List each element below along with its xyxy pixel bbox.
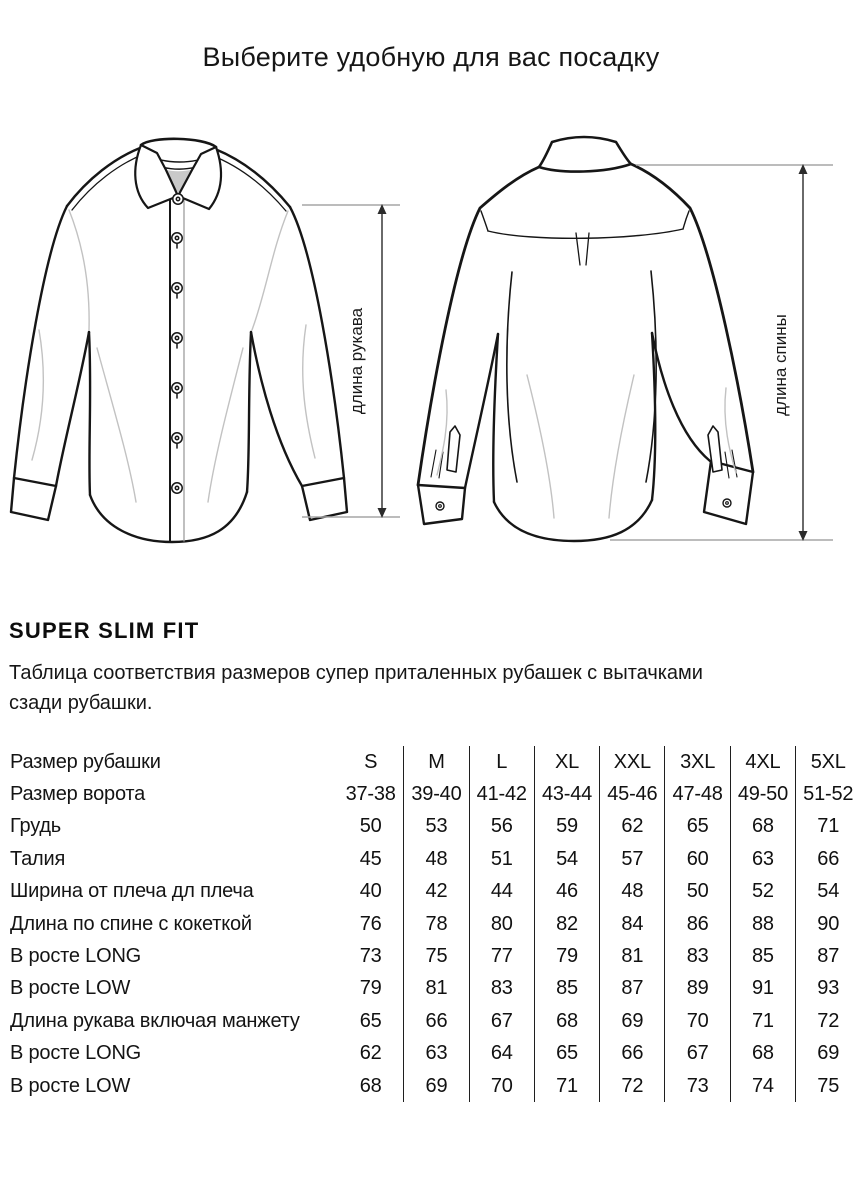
size-cell: 54 xyxy=(795,876,860,908)
size-cell: 91 xyxy=(730,973,795,1005)
size-cell: 71 xyxy=(534,1070,599,1102)
table-row xyxy=(10,1005,860,1037)
size-cell: 68 xyxy=(534,1005,599,1037)
size-cell: 39-40 xyxy=(403,778,468,810)
shirt-back-illustration xyxy=(418,137,753,541)
size-cell: 62 xyxy=(599,811,664,843)
size-cell: 43-44 xyxy=(534,778,599,810)
size-cell: 65 xyxy=(359,1009,382,1032)
size-cell: 70 xyxy=(469,1070,534,1102)
size-cell: 46 xyxy=(534,876,599,908)
row-label: В росте LOW xyxy=(10,977,131,1000)
size-cell: 68 xyxy=(359,1074,382,1097)
size-cell: 83 xyxy=(469,973,534,1005)
table-row xyxy=(10,876,860,908)
size-cell: 69 xyxy=(795,1038,860,1070)
table-row xyxy=(10,778,860,810)
size-cell: 48 xyxy=(403,843,468,875)
size-cell: 68 xyxy=(730,811,795,843)
size-cell: 44 xyxy=(469,876,534,908)
size-cell: 53 xyxy=(403,811,468,843)
table-row xyxy=(10,746,860,778)
size-cell: 40 xyxy=(359,880,382,903)
size-cell: 81 xyxy=(599,940,664,972)
row-label: В росте LONG xyxy=(10,945,142,968)
sleeve-length-label: длина рукава xyxy=(347,307,366,415)
size-cell: 87 xyxy=(795,940,860,972)
size-cell: 75 xyxy=(795,1070,860,1102)
table-row xyxy=(10,940,860,972)
size-cell: 51-52 xyxy=(795,778,860,810)
shirt-diagram-svg xyxy=(0,120,862,590)
front-buttons xyxy=(172,194,183,493)
size-cell: 41-42 xyxy=(469,778,534,810)
size-cell: 60 xyxy=(664,843,729,875)
size-cell: 69 xyxy=(403,1070,468,1102)
fit-description-line2: сзади рубашки. xyxy=(9,692,153,714)
size-cell: 59 xyxy=(534,811,599,843)
size-cell: 54 xyxy=(534,843,599,875)
size-cell: 56 xyxy=(469,811,534,843)
sleeve-length-arrow xyxy=(302,204,400,518)
table-row xyxy=(10,973,860,1005)
row-label: Длина по спине с кокеткой xyxy=(10,912,252,935)
row-label: Длина рукава включая манжету xyxy=(10,1009,300,1032)
size-cell: 79 xyxy=(359,977,382,1000)
size-cell: 45-46 xyxy=(599,778,664,810)
size-cell: 76 xyxy=(359,912,382,935)
row-label: Ширина от плеча дл плеча xyxy=(10,880,254,903)
size-cell: 5XL xyxy=(795,746,860,778)
row-label: В росте LONG xyxy=(10,1042,142,1065)
table-row xyxy=(10,1070,860,1102)
size-cell: 85 xyxy=(534,973,599,1005)
size-cell: 50 xyxy=(359,815,382,838)
size-cell: 77 xyxy=(469,940,534,972)
size-cell: 83 xyxy=(664,940,729,972)
size-cell: 57 xyxy=(599,843,664,875)
size-cell: 79 xyxy=(534,940,599,972)
size-cell: 51 xyxy=(469,843,534,875)
size-cell: 71 xyxy=(795,811,860,843)
size-cell: 90 xyxy=(795,908,860,940)
table-row xyxy=(10,908,860,940)
row-label: Грудь xyxy=(10,815,62,838)
fit-heading: SUPER SLIM FIT xyxy=(9,618,200,643)
size-cell: 74 xyxy=(730,1070,795,1102)
row-label: Размер рубашки xyxy=(10,750,161,773)
fit-description xyxy=(9,658,829,718)
size-cell: 70 xyxy=(664,1005,729,1037)
page-title: Выберите удобную для вас посадку xyxy=(202,42,660,72)
size-table xyxy=(10,746,860,1102)
size-cell: 82 xyxy=(534,908,599,940)
size-cell: 71 xyxy=(730,1005,795,1037)
back-length-label: длина спины xyxy=(771,314,790,416)
size-cell: 66 xyxy=(599,1038,664,1070)
size-cell: 66 xyxy=(403,1005,468,1037)
size-cell: 67 xyxy=(664,1038,729,1070)
size-cell: 3XL xyxy=(664,746,729,778)
table-row xyxy=(10,811,860,843)
shirt-front-illustration xyxy=(11,139,347,542)
size-cell: 68 xyxy=(730,1038,795,1070)
size-cell: 63 xyxy=(403,1038,468,1070)
size-cell: 84 xyxy=(599,908,664,940)
size-cell: M xyxy=(403,746,468,778)
size-cell: 52 xyxy=(730,876,795,908)
size-cell: XXL xyxy=(599,746,664,778)
row-label: Размер ворота xyxy=(10,783,146,806)
size-cell: 67 xyxy=(469,1005,534,1037)
size-cell: 73 xyxy=(359,945,382,968)
table-row xyxy=(10,1038,860,1070)
size-cell: 65 xyxy=(534,1038,599,1070)
size-cell: 45 xyxy=(359,847,382,870)
size-cell: 86 xyxy=(664,908,729,940)
size-cell: 88 xyxy=(730,908,795,940)
row-label: Талия xyxy=(10,847,66,870)
size-cell: L xyxy=(469,746,534,778)
table-row xyxy=(10,843,860,875)
size-cell: 80 xyxy=(469,908,534,940)
size-cell: 49-50 xyxy=(730,778,795,810)
size-cell: 66 xyxy=(795,843,860,875)
size-cell: 69 xyxy=(599,1005,664,1037)
size-cell: 72 xyxy=(795,1005,860,1037)
size-cell: 65 xyxy=(664,811,729,843)
size-cell: S xyxy=(364,750,378,773)
size-cell: 72 xyxy=(599,1070,664,1102)
size-cell: 50 xyxy=(664,876,729,908)
size-cell: 47-48 xyxy=(664,778,729,810)
shirt-diagrams xyxy=(0,120,862,590)
size-cell: 4XL xyxy=(730,746,795,778)
size-cell: 87 xyxy=(599,973,664,1005)
size-cell: 85 xyxy=(730,940,795,972)
size-cell: 93 xyxy=(795,973,860,1005)
size-cell: 73 xyxy=(664,1070,729,1102)
size-cell: 78 xyxy=(403,908,468,940)
size-cell: 75 xyxy=(403,940,468,972)
fit-description-line1: Таблица соответствия размеров супер приталенных рубашек с вытачками xyxy=(9,662,703,684)
size-cell: 64 xyxy=(469,1038,534,1070)
size-cell: 48 xyxy=(599,876,664,908)
size-cell: 63 xyxy=(730,843,795,875)
size-cell: 37-38 xyxy=(345,783,396,806)
size-cell: 42 xyxy=(403,876,468,908)
size-cell: 81 xyxy=(403,973,468,1005)
size-cell: 62 xyxy=(359,1042,382,1065)
size-cell: 89 xyxy=(664,973,729,1005)
row-label: В росте LOW xyxy=(10,1074,131,1097)
size-cell: XL xyxy=(534,746,599,778)
